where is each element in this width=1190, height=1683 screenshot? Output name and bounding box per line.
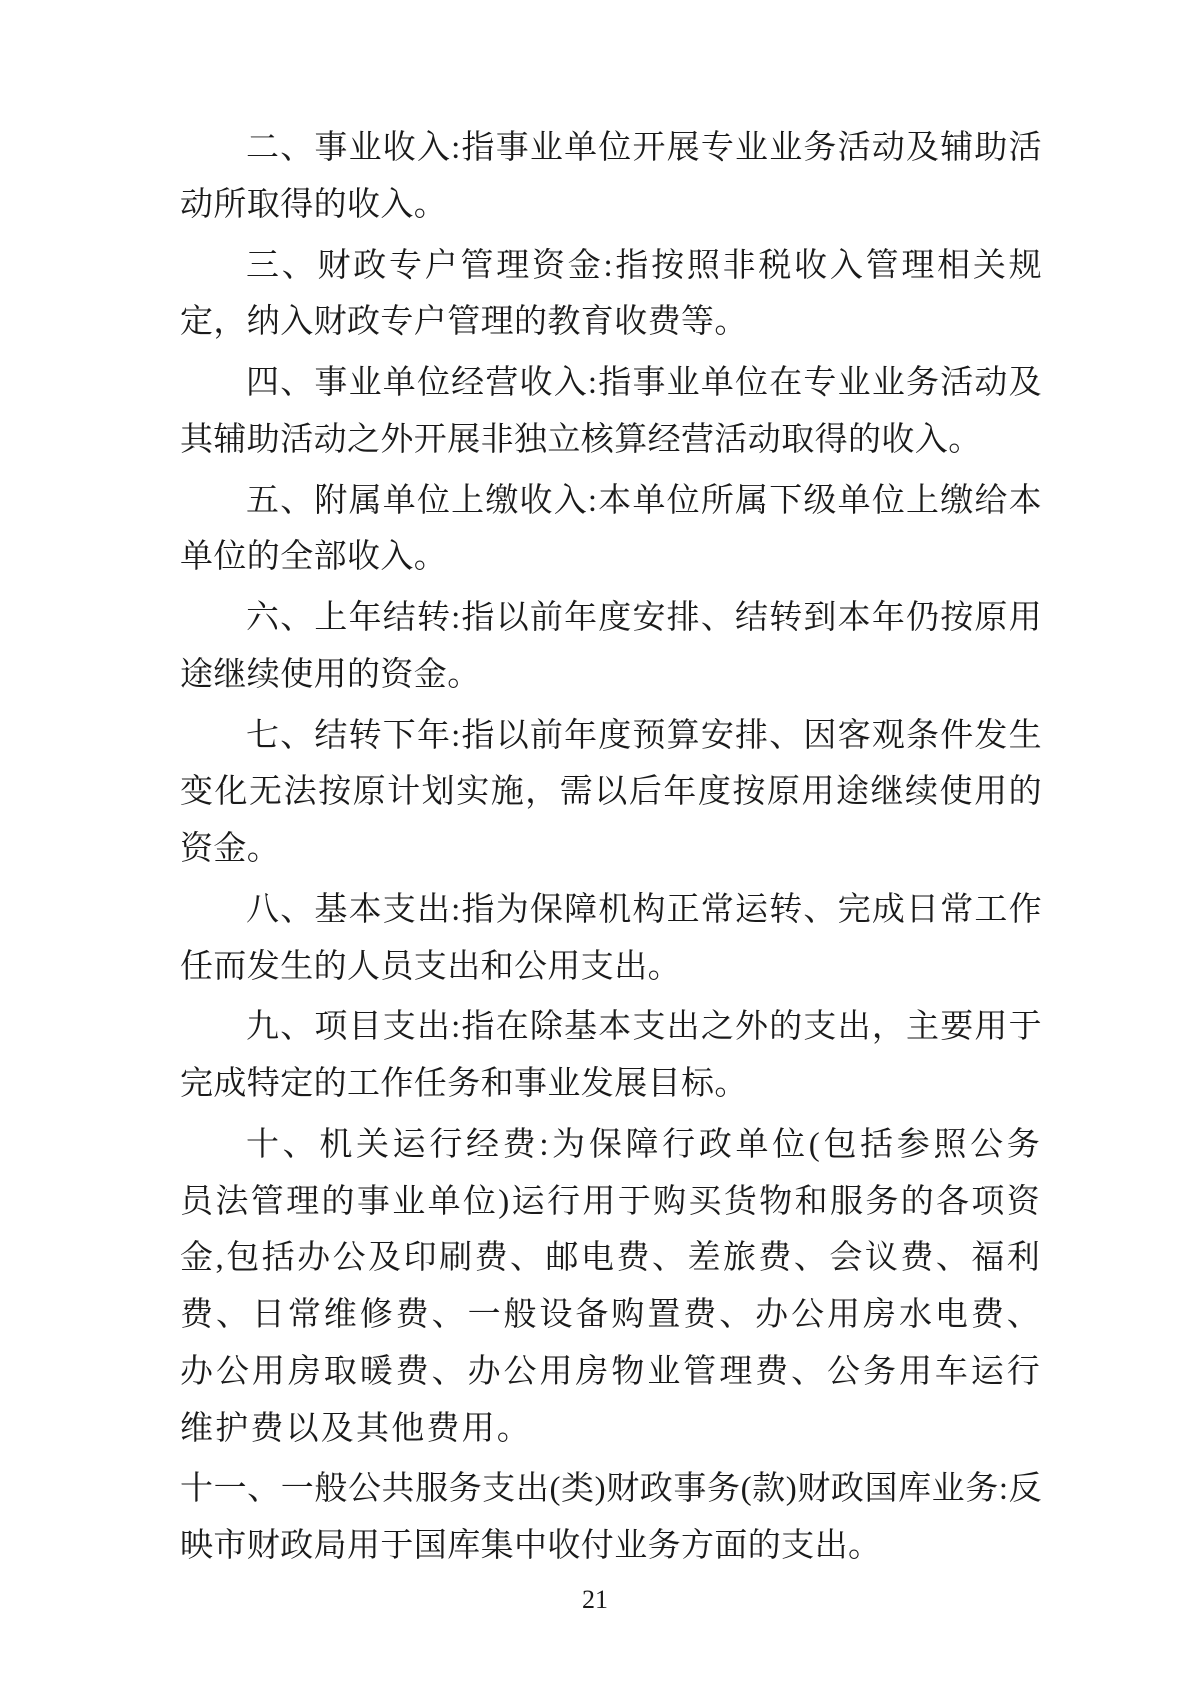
paragraph-item-9: 九、项目支出:指在除基本支出之外的支出，主要用于完成特定的工作任务和事业发展目标。 [180,1009,1042,1102]
paragraph-item-8: 八、基本支出:指为保障机构正常运转、完成日常工作任而发生的人员支出和公用支出。 [180,891,1042,985]
paragraph-item-4: 四、事业单位经营收入:指事业单位在专业业务活动及其辅助活动之外开展非独立核算经营活动取得的收入。 [180,365,1042,458]
paragraph-item-5: 五、附属单位上缴收入:本单位所属下级单位上缴给本单位的全部收入。 [180,482,1042,576]
paragraph-item-10: 十、机关运行经费:为保障行政单位(包括参照公务员法管理的事业单位)运行用于购买货物和服务的各项资金,包括办公及印刷费、邮电费、差旅费、会议费、福利费、日常维修费、一般设备购置费、办公用房水电费、办公用房取暖费、办公用房物业管理费、公务用车运行维护费以及其他费用。 [180,1126,1042,1447]
document-body [180,120,1042,1575]
paragraph-item-3: 三、财政专户管理资金:指按照非税收入管理相关规定，纳入财政专户管理的教育收费等。 [180,247,1042,341]
page-number: 21 [582,1585,608,1614]
paragraph-item-2: 二、事业收入:指事业单位开展专业业务活动及辅助活动所取得的收入。 [180,130,1042,223]
paragraph-item-11: 十一、一般公共服务支出(类)财政事务(款)财政国库业务:反映市财政局用于国库集中收付业务方面的支出。 [180,1471,1042,1564]
paragraph-item-6: 六、上年结转:指以前年度安排、结转到本年仍按原用途继续使用的资金。 [180,600,1042,693]
paragraph-item-7: 七、结转下年:指以前年度预算安排、因客观条件发生变化无法按原计划实施，需以后年度按原用途继续使用的资金。 [180,717,1042,867]
